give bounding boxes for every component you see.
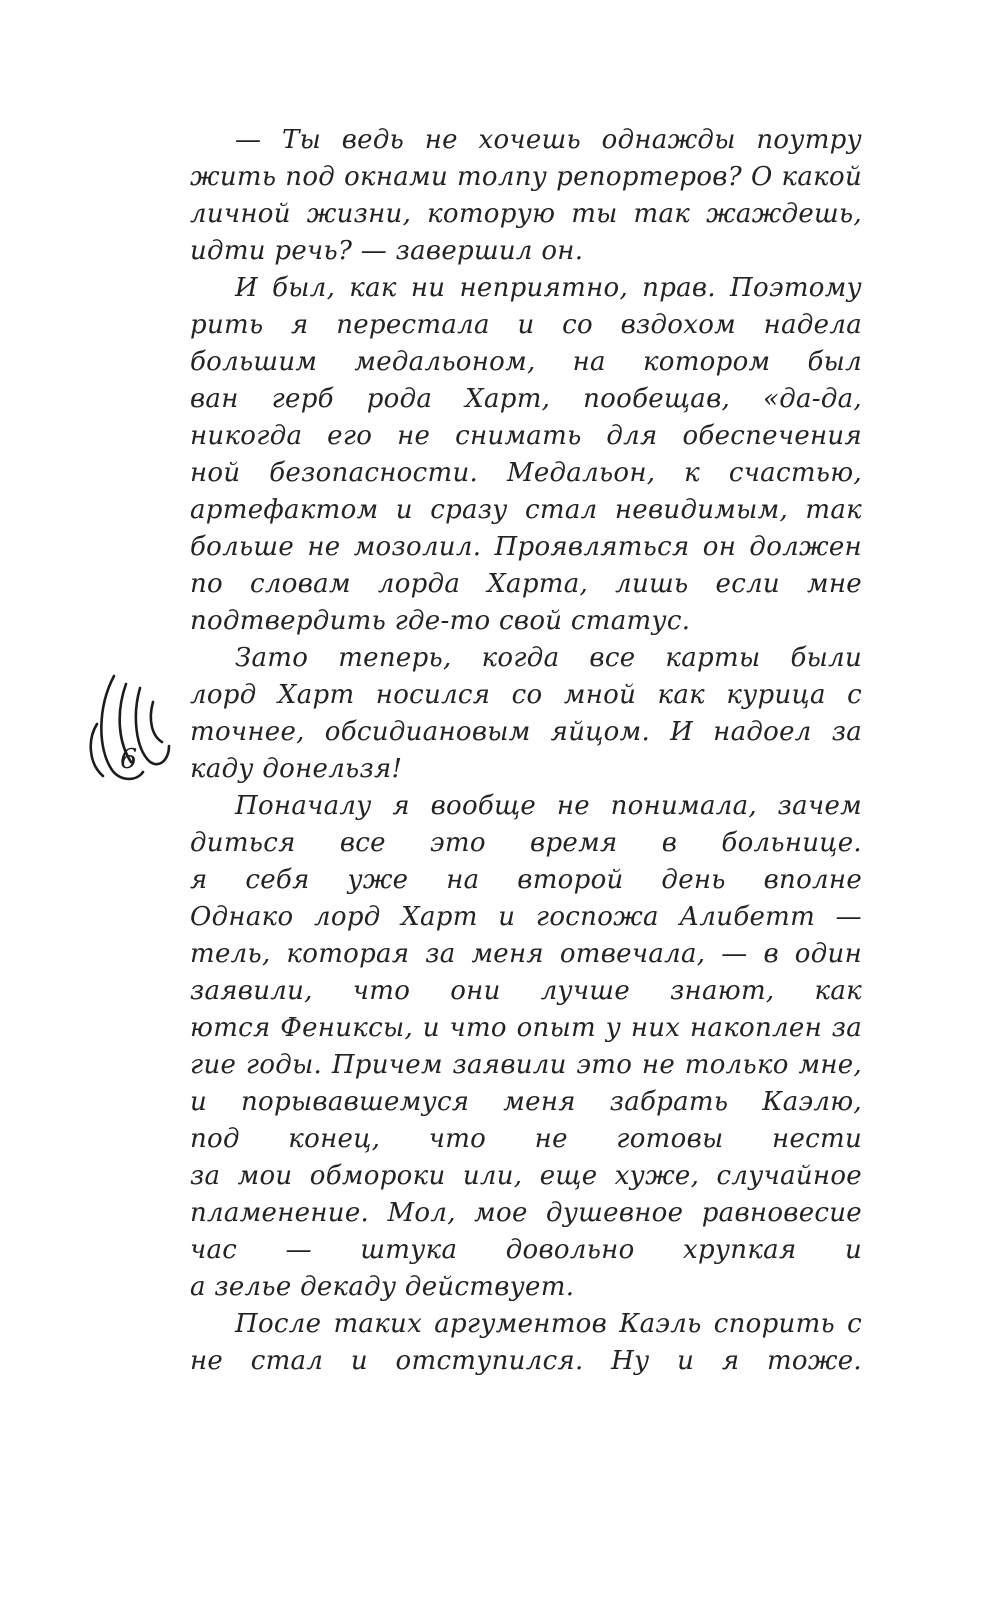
text-line: больше не мозолил. Проявляться он должен — [190, 532, 862, 562]
text-line: пламенение. Мол, мое душевное равновесие — [190, 1198, 862, 1228]
text-line: гие годы. Причем заявили это не только мне, — [190, 1050, 862, 1080]
text-line: и порывавшемуся меня забрать Каэлю, — [190, 1087, 862, 1117]
text-line: артефактом и сразу стал невидимым, так — [190, 495, 862, 525]
text-line: Однако лорд Харт и госпожа Алибетт — — [190, 902, 862, 932]
paragraph — [190, 122, 862, 270]
text-line: И был, как ни неприятно, прав. Поэтому — [235, 273, 862, 303]
paragraph — [190, 270, 862, 640]
page-number-ornament — [84, 668, 179, 793]
text-line: жить под окнами толпу репортеров? О какой — [190, 162, 862, 192]
paragraph — [190, 640, 862, 788]
text-line: большим медальоном, на котором был — [190, 347, 862, 377]
page-number: 6 — [120, 744, 138, 775]
text-line: точнее, обсидиановым яйцом. И надоел за — [190, 717, 862, 747]
text-line: подтвердить где-то свой статус. — [190, 606, 691, 636]
text-line: тель, которая за меня отвечала, — в один — [190, 939, 862, 969]
text-line: а зелье декаду действует. — [190, 1272, 575, 1302]
text-line: каду донельзя! — [190, 754, 403, 784]
text-line: рить я перестала и со вздохом надела — [190, 310, 862, 340]
text-line: я себя уже на второй день вполне — [190, 865, 862, 895]
text-line: — Ты ведь не хочешь однажды поутру — [235, 125, 862, 155]
text-line: по словам лорда Харта, лишь если мне — [190, 569, 862, 599]
text-line: ной безопасности. Медальон, к счастью, — [190, 458, 862, 488]
text-line: идти речь? — завершил он. — [190, 236, 584, 266]
text-line: за мои обмороки или, еще хуже, случайное — [190, 1161, 862, 1191]
text-line: Зато теперь, когда все карты были — [235, 643, 862, 673]
paragraph — [190, 1306, 862, 1380]
text-line: заявили, что они лучше знают, как — [190, 976, 862, 1006]
text-line: Поначалу я вообще не понимала, зачем — [235, 791, 862, 821]
text-line: личной жизни, которую ты так жаждешь, — [190, 199, 862, 229]
paragraph — [190, 788, 862, 1306]
text-line: под конец, что не готовы нести — [190, 1124, 862, 1154]
page-text — [190, 122, 862, 1380]
text-line: никогда его не снимать для обеспечения — [190, 421, 862, 451]
text-line: диться все это время в больнице. — [190, 828, 862, 858]
text-line: не стал и отступился. Ну и я тоже. — [190, 1346, 862, 1376]
text-line: час — штука довольно хрупкая и — [190, 1235, 862, 1265]
text-line: ются Фениксы, и что опыт у них накоплен за — [190, 1013, 862, 1043]
text-line: После таких аргументов Каэль спорить с — [235, 1309, 862, 1339]
text-line: лорд Харт носился со мной как курица с — [190, 680, 862, 710]
text-line: ван герб рода Харт, пообещав, «да-да, — [190, 384, 862, 414]
